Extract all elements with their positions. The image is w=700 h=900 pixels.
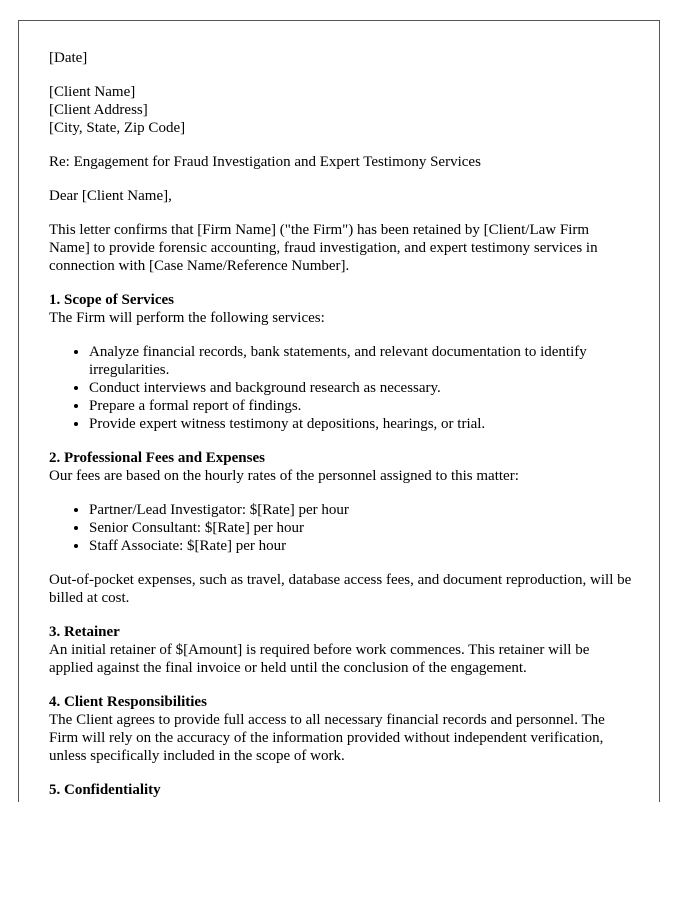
letter-page bbox=[18, 20, 660, 802]
list-item: • Prepare a formal report of findings. bbox=[89, 397, 633, 415]
intro-paragraph: This letter confirms that [Firm Name] ("the Firm") has been retained by [Client/Law Firm Name] to provide forensic accounting, fraud investigation, and expert testimony services in connection with [Case Name/Reference Number]. bbox=[49, 222, 598, 274]
recipient-address: [Client Address] bbox=[49, 102, 148, 118]
section-confidentiality bbox=[49, 781, 633, 799]
list-item: • Provide expert witness testimony at depositions, hearings, or trial. bbox=[89, 415, 633, 433]
section-heading: 4. Client Responsibilities bbox=[49, 694, 207, 710]
section-text: The Firm will perform the following services: bbox=[49, 310, 325, 326]
section-heading: 1. Scope of Services bbox=[49, 292, 174, 308]
salutation: Dear [Client Name], bbox=[49, 188, 172, 204]
list-item: • Analyze financial records, bank statements, and relevant documentation to identify irregularities. bbox=[89, 343, 633, 379]
recipient-city-state-zip: [City, State, Zip Code] bbox=[49, 120, 186, 136]
section-text: An initial retainer of $[Amount] is required before work commences. This retainer will be applied against the final invoice or held until the conclusion of the engagement. bbox=[49, 642, 590, 676]
letter-content bbox=[49, 49, 633, 802]
list-item: • Conduct interviews and background research as necessary. bbox=[89, 379, 633, 397]
section-text: The Client agrees to provide full access to all necessary financial records and personnel. The Firm will rely on the accuracy of the information provided without independent verification, unless specifically included in the scope of work. bbox=[49, 712, 605, 764]
expenses-paragraph: Out-of-pocket expenses, such as travel, database access fees, and document reproduction, will be billed at cost. bbox=[49, 572, 632, 606]
list-item: • Staff Associate: $[Rate] per hour bbox=[89, 537, 633, 555]
section-heading: 3. Retainer bbox=[49, 624, 120, 640]
section-text: Our fees are based on the hourly rates of the personnel assigned to this matter: bbox=[49, 468, 519, 484]
list-item: • Partner/Lead Investigator: $[Rate] per hour bbox=[89, 501, 633, 519]
recipient-name: [Client Name] bbox=[49, 84, 136, 100]
recipient-address-block bbox=[49, 83, 633, 137]
section-professional-fees bbox=[49, 449, 633, 607]
section-client-responsibilities bbox=[49, 693, 633, 765]
fees-list bbox=[49, 501, 633, 555]
list-item: • Senior Consultant: $[Rate] per hour bbox=[89, 519, 633, 537]
section-scope-of-services bbox=[49, 291, 633, 433]
subject-line: Re: Engagement for Fraud Investigation and Expert Testimony Services bbox=[49, 154, 481, 170]
scope-list bbox=[49, 343, 633, 433]
section-retainer bbox=[49, 623, 633, 677]
letter-date: [Date] bbox=[49, 50, 88, 66]
section-heading: 5. Confidentiality bbox=[49, 782, 161, 798]
section-heading: 2. Professional Fees and Expenses bbox=[49, 450, 265, 466]
